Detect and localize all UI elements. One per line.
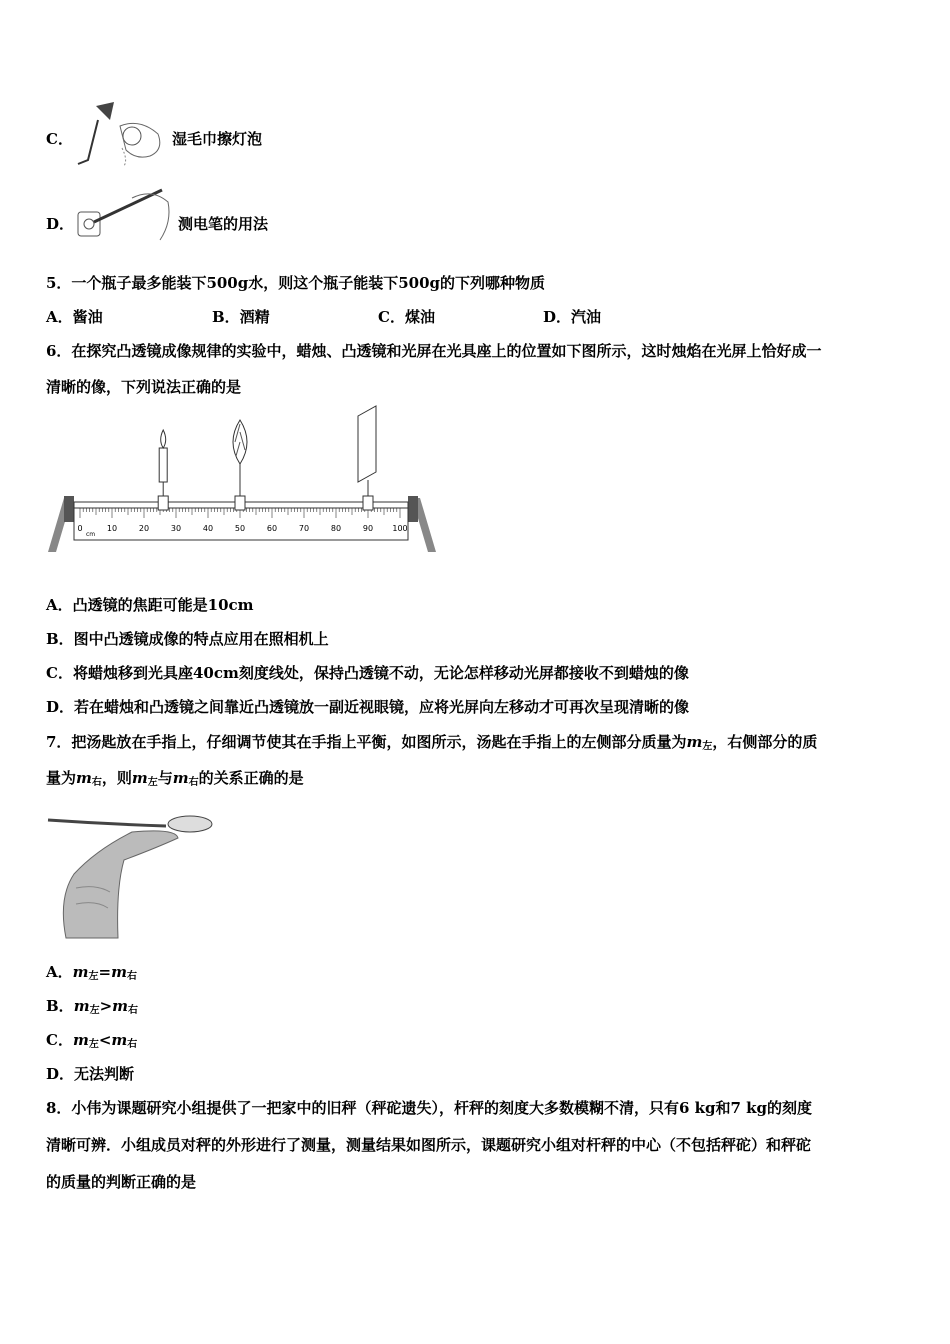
screen-holder	[363, 496, 373, 510]
candle	[158, 430, 168, 510]
q8-stem-line3: 的质量的判断正确的是	[46, 1173, 197, 1191]
label-90: 90	[362, 524, 374, 533]
q6-option-c: C．将蜡烛移到光具座40cm刻度线处，保持凸透镜不动，无论怎样移动光屏都接收不到蜡烛的像	[46, 664, 689, 682]
screen-panel	[358, 406, 376, 482]
q5-option-b: B．酒精	[212, 308, 270, 326]
q5-option-d: D．汽油	[543, 308, 602, 326]
label-100: 100	[392, 524, 408, 533]
candle-body	[159, 448, 167, 482]
test-pen-figure	[72, 182, 176, 246]
candle-flame	[161, 430, 166, 448]
q6-option-a: A．凸透镜的焦距可能是10cm	[46, 596, 254, 614]
label-60: 60	[266, 524, 278, 533]
light-screen	[358, 406, 376, 510]
spoon-bowl	[168, 816, 212, 832]
q7-stem-line1: 7．把汤匙放在手指上，仔细调节使其在手指上平衡，如图所示，汤匙在手指上的左侧部分质量为$m_左$，右侧部分的质	[46, 733, 818, 752]
water-drips	[122, 148, 126, 166]
q4-option-c-letter: C．	[46, 130, 73, 148]
label-80: 80	[330, 524, 342, 533]
subscript-left: 左	[702, 741, 713, 752]
label-70: 70	[298, 524, 310, 533]
left-stand	[64, 496, 74, 522]
q5-option-c: C．煤油	[378, 308, 435, 326]
lamp-shade	[96, 102, 114, 120]
label-20: 20	[138, 524, 150, 533]
q4-option-d-text: 测电笔的用法	[178, 215, 269, 233]
label-0: 0	[77, 524, 83, 533]
m-symbol: m	[686, 733, 703, 751]
bulb	[123, 127, 141, 145]
q5-option-a: A．酱油	[46, 308, 103, 326]
label-10: 10	[106, 524, 118, 533]
lens-holder	[235, 496, 245, 510]
spoon-on-finger-figure	[46, 808, 216, 940]
q4-option-c-text: 湿毛巾擦灯泡	[172, 130, 263, 148]
test-pen	[94, 190, 162, 222]
lamp-bulb-figure	[70, 100, 170, 168]
q7-option-d: D．无法判断	[46, 1065, 135, 1083]
optical-bench-figure	[44, 402, 440, 558]
spoon-handle	[48, 820, 166, 826]
q6-option-d: D．若在蜡烛和凸透镜之间靠近凸透镜放一副近视眼镜，应将光屏向左移动才可再次呈现清晰的像	[46, 698, 690, 716]
q6-stem-line2: 清晰的像，下列说法正确的是	[46, 378, 242, 396]
label-30: 30	[170, 524, 182, 533]
label-cm: cm	[86, 531, 96, 538]
q8-stem-line1: 8．小伟为课题研究小组提供了一把家中的旧秤（秤砣遗失），杆秤的刻度大多数模糊不清，只有6 kg和7 kg的刻度	[46, 1099, 813, 1117]
q7-option-b: B．$m_左>m_右$	[46, 997, 139, 1016]
label-40: 40	[202, 524, 214, 533]
q8-stem-line2: 清晰可辨．小组成员对秤的外形进行了测量，测量结果如图所示，课题研究小组对杆秤的中心（不包括秤砣）和秤砣	[46, 1136, 812, 1154]
q6-option-b: B．图中凸透镜成像的特点应用在照相机上	[46, 630, 329, 648]
hand	[63, 831, 178, 938]
q7-stem-line2: 量为$m_右$，则$m_左$与$m_右$的关系正确的是	[46, 769, 304, 788]
q7-option-c: C．$m_左<m_右$	[46, 1031, 138, 1050]
lamp-arm	[78, 120, 98, 164]
q5-stem: 5．一个瓶子最多能装下500g水，则这个瓶子能装下500g的下列哪种物质	[46, 274, 546, 292]
label-50: 50	[234, 524, 246, 533]
q6-stem-line1: 6．在探究凸透镜成像规律的实验中，蜡烛、凸透镜和光屏在光具座上的位置如下图所示，这时烛焰在光屏上恰好成一	[46, 342, 822, 360]
q4-option-d-letter: D．	[46, 215, 75, 233]
candle-holder	[158, 496, 168, 510]
q7-option-a: A．$m_左=m_右$	[46, 963, 137, 982]
right-stand	[408, 496, 418, 522]
socket	[78, 212, 100, 236]
convex-lens	[233, 420, 247, 510]
